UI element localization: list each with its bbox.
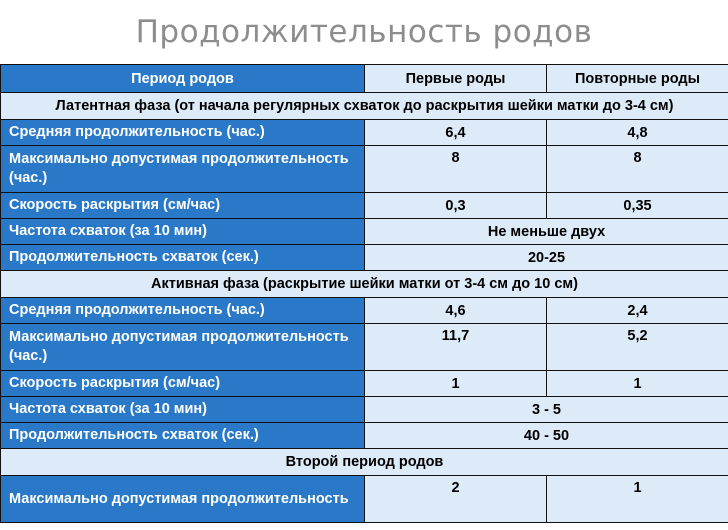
cell-first-birth: 8 (365, 146, 547, 193)
row-label: Частота схваток (за 10 мин) (1, 397, 365, 423)
cell-repeat-birth: 4,8 (547, 120, 728, 146)
row-label: Продолжительность схваток (сек.) (1, 423, 365, 449)
page-title: Продолжительность родов (135, 14, 593, 50)
cell-repeat-birth: 1 (547, 476, 728, 523)
row-label: Максимально допустимая продолжительность (1, 476, 365, 523)
table-row (1, 219, 728, 245)
cell-first-birth: 6,4 (365, 120, 547, 146)
cell-merged: 20-25 (365, 245, 728, 271)
table-row (1, 146, 728, 193)
cell-first-birth: 1 (365, 371, 547, 397)
row-label: Средняя продолжительность (час.) (1, 298, 365, 324)
row-label: Средняя продолжительность (час.) (1, 120, 365, 146)
labor-duration-table (0, 64, 728, 523)
cell-repeat-birth: 2,4 (547, 298, 728, 324)
section-second-stage (1, 449, 728, 476)
cell-merged: 40 - 50 (365, 423, 728, 449)
cell-repeat-birth: 8 (547, 146, 728, 193)
cell-first-birth: 11,7 (365, 324, 547, 371)
table-row (1, 423, 728, 449)
table-row (1, 324, 728, 371)
table-row (1, 120, 728, 146)
cell-merged: Не меньше двух (365, 219, 728, 245)
cell-first-birth: 4,6 (365, 298, 547, 324)
row-label: Продолжительность схваток (сек.) (1, 245, 365, 271)
section-active-phase (1, 271, 728, 298)
cell-repeat-birth: 1 (547, 371, 728, 397)
row-label: Максимально допустимая продолжительность (час.) (1, 324, 365, 371)
table-row (1, 397, 728, 423)
section-heading: Второй период родов (1, 449, 728, 476)
cell-merged: 3 - 5 (365, 397, 728, 423)
header-repeat-birth: Повторные роды (547, 65, 728, 93)
cell-repeat-birth: 5,2 (547, 324, 728, 371)
row-label: Максимально допустимая продолжительность (час.) (1, 146, 365, 193)
section-heading: Латентная фаза (от начала регулярных схваток до раскрытия шейки матки до 3-4 см) (1, 93, 728, 120)
section-latent-phase (1, 93, 728, 120)
section-heading: Активная фаза (раскрытие шейки матки от 3-4 см до 10 см) (1, 271, 728, 298)
header-first-birth: Первые роды (365, 65, 547, 93)
row-label: Скорость раскрытия (см/час) (1, 371, 365, 397)
table-row (1, 245, 728, 271)
cell-first-birth: 2 (365, 476, 547, 523)
cell-first-birth: 0,3 (365, 193, 547, 219)
table-row (1, 371, 728, 397)
table-header-row (1, 65, 728, 93)
row-label: Частота схваток (за 10 мин) (1, 219, 365, 245)
row-label: Скорость раскрытия (см/час) (1, 193, 365, 219)
table-row (1, 193, 728, 219)
table-row (1, 298, 728, 324)
cell-repeat-birth: 0,35 (547, 193, 728, 219)
header-period: Период родов (1, 65, 365, 93)
table-row (1, 476, 728, 523)
